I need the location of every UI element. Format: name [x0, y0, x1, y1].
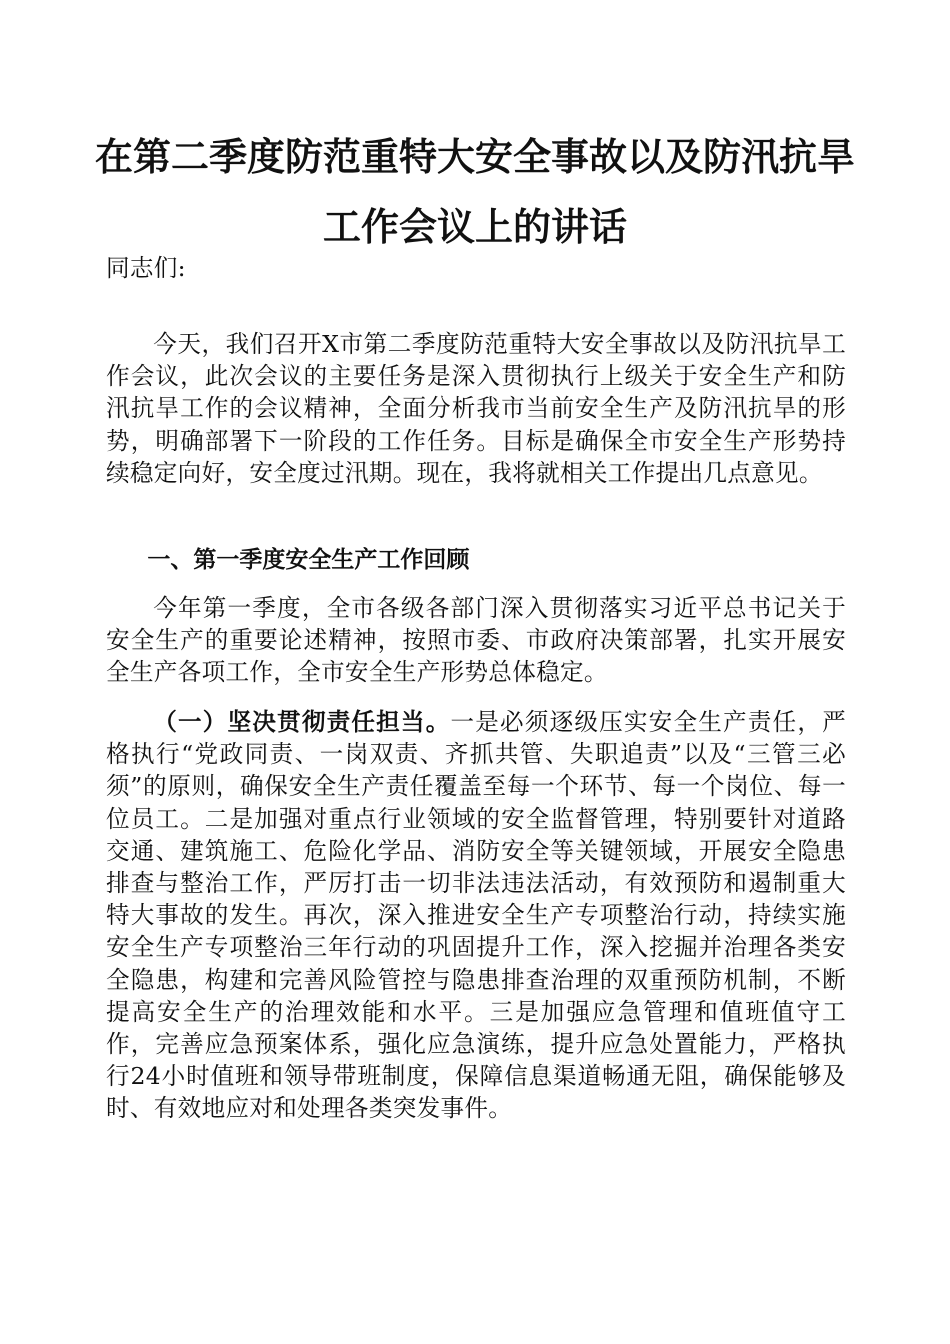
paragraph-responsibility — [106, 706, 846, 1125]
paragraph-responsibility-body: 一是必须逐级压实安全生产责任，严格执行“党政同责、一岗双责、齐抓共管、失职追责”以及“三管三必须”的原则，确保安全生产责任覆盖至每一个环节、每一个岗位、每一位员工。二是加强对重点行业领域的安全监督管理，特别要针对道路交通、建筑施工、危险化学品、消防安全等关键领域，开展安全隐患排查与整治工作，严厉打击一切非法违法活动，有效预防和遏制重大特大事故的发生。再次，深入推进安全生产专项整治行动，持续实施安全生产专项整治三年行动的巩固提升工作，深入挖掘并治理各类安全隐患，构建和完善风险管控与隐患排查治理的双重预防机制，不断提高安全生产的治理效能和水平。三是加强应急管理和值班值守工作，完善应急预案体系，强化应急演练，提升应急处置能力，严格执行24小时值班和领导带班制度，保障信息渠道畅通无阻，确保能够及时、有效地应对和处理各类突发事件。 — [106, 708, 846, 1123]
paragraph-lead-heading: （一）坚决贯彻责任担当。 — [153, 708, 451, 736]
document-title: 在第二季度防范重特大安全事故以及防汛抗旱工作会议上的讲话 — [94, 135, 855, 249]
paragraph-intro: 今天，我们召开X市第二季度防范重特大安全事故以及防汛抗旱工作会议，此次会议的主要任务是深入贯彻执行上级关于安全生产和防汛抗旱工作的会议精神，全面分析我市当前安全生产及防汛抗旱的形势，明确部署下一阶段的工作任务。目标是确保全市安全生产形势持续稳定向好，安全度过汛期。现在，我将就相关工作提出几点意见。 — [106, 330, 846, 487]
greeting: 同志们: — [106, 254, 186, 282]
paragraph-review: 今年第一季度，全市各级各部门深入贯彻落实习近平总书记关于安全生产的重要论述精神，按照市委、市政府决策部署，扎实开展安全生产各项工作，全市安全生产形势总体稳定。 — [106, 594, 846, 687]
section-heading-1: 一、第一季度安全生产工作回顾 — [147, 547, 470, 573]
